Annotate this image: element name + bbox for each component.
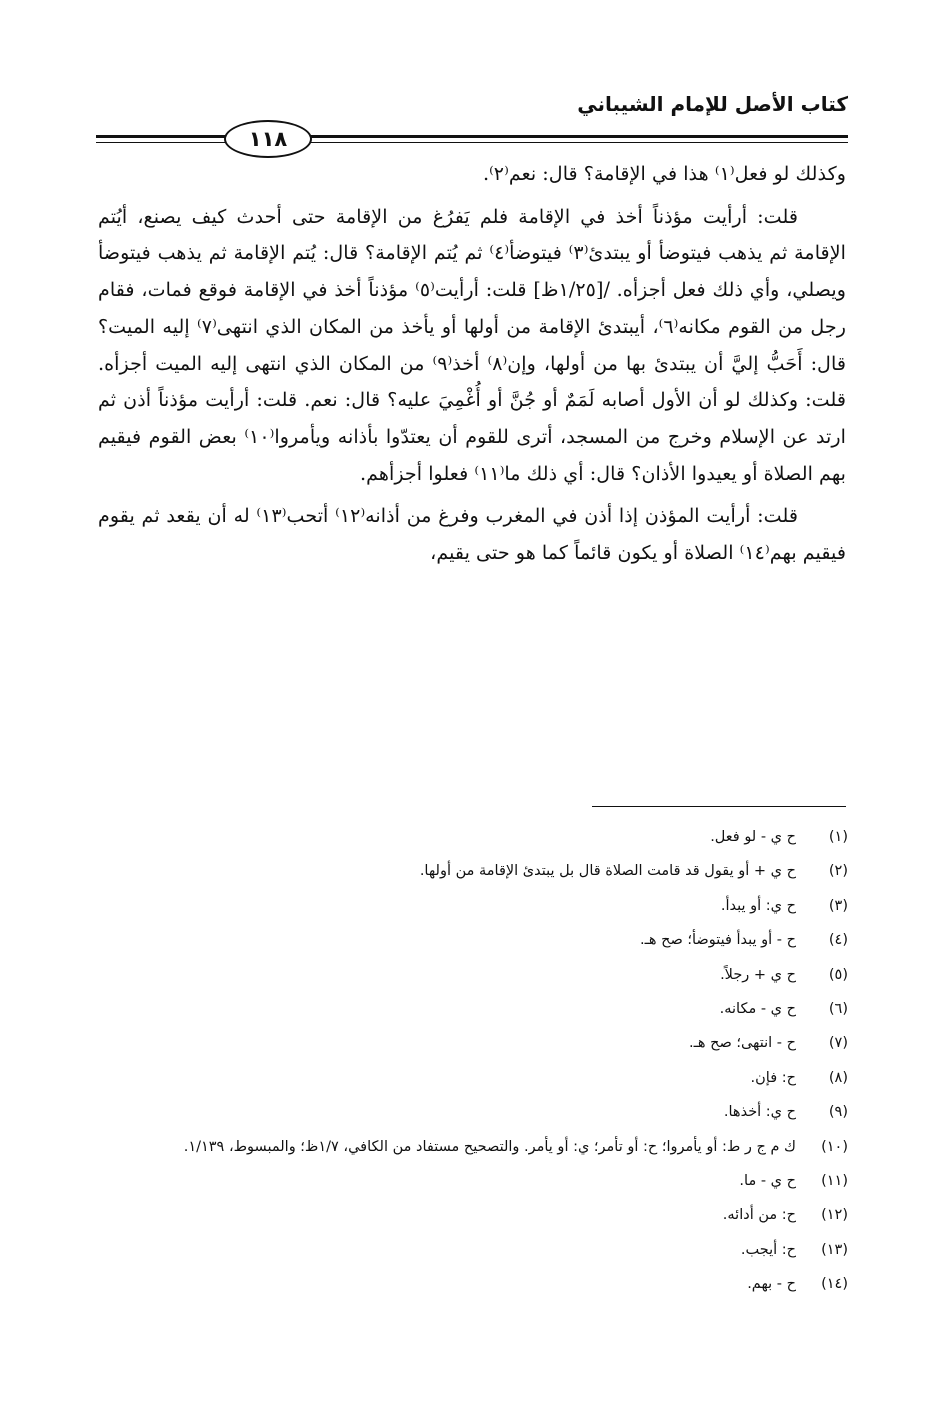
footnote	[98, 1095, 848, 1129]
header-rule-thick	[96, 135, 848, 138]
footnote-number: (٥)	[828, 966, 848, 983]
footnote	[98, 1164, 848, 1198]
footnote	[98, 820, 848, 854]
footnote-text: ح ي + رجلاً.	[720, 966, 796, 983]
footnote	[98, 1198, 848, 1232]
footnote-number: (٨)	[828, 1069, 848, 1086]
footnote	[98, 1233, 848, 1267]
footnote-number: (٦)	[828, 1001, 848, 1018]
footnote-number: (١٢)	[821, 1207, 848, 1224]
footnote	[98, 958, 848, 992]
footnote-number: (١)	[828, 829, 848, 845]
footnote	[98, 992, 848, 1026]
footnote	[98, 1061, 848, 1095]
header-rule-thin	[96, 142, 848, 143]
footnote	[98, 889, 848, 923]
footnote	[98, 923, 848, 957]
page-number: ١١٨	[224, 120, 312, 158]
footnote-number: (١١)	[821, 1173, 848, 1190]
footnote-number: (٤)	[828, 932, 848, 949]
footnote-number: (١٠)	[821, 1138, 848, 1155]
footnote-text: ح ي + أو يقول قد قامت الصلاة قال بل يبتدئ الإقامة من أولها.	[419, 863, 796, 880]
footnote-number: (٣)	[828, 897, 848, 914]
footnote-number: (٧)	[828, 1035, 848, 1052]
footnote	[98, 1130, 848, 1164]
footnote	[98, 1026, 848, 1060]
footnote-number: (٢)	[828, 863, 848, 880]
footnote-text: ك م ج ر ط: أو يأمروا؛ ح: أو تأمر؛ ي: أو يأمر. والتصحيح مستفاد من الكافي، ١/٧ظ؛ والمبسوط، ١/١٣٩.	[183, 1138, 796, 1155]
main-text	[98, 156, 846, 578]
footnote	[98, 1267, 848, 1301]
footnote-separator	[592, 806, 846, 807]
running-title: كتاب الأصل للإمام الشيباني	[577, 92, 848, 116]
footnote-number: (١٤)	[821, 1276, 848, 1293]
footnote-text: ح ي: أو يبدأ.	[720, 897, 796, 914]
footnote-text: ح: فإن.	[750, 1069, 796, 1086]
footnote-text: ح ي - ما.	[739, 1173, 796, 1190]
footnote-text: ح ي - مكانه.	[719, 1001, 796, 1018]
footnote-text: ح: أيجب.	[740, 1241, 796, 1258]
footnote-number: (٩)	[828, 1104, 848, 1121]
footnote-text: ح - انتهى؛ صح هـ.	[688, 1035, 796, 1052]
paragraph: قلت: أرأيت مؤذناً أخذ في الإقامة فلم يَفرُغ من الإقامة حتى أحدث كيف يصنع، أيُتم الإقامة ثم يذهب فيتوضأ أو يبتدئ⁽٣⁾ فيتوضأ⁽٤⁾ ثم يُتم الإقامة؟ قال: يُتم الإقامة ثم يذهب فيتوضأ ويصلي، وأي ذلك فعل أجزأه. /[١/٢٥ظ] قلت: أرأيت⁽٥⁾ مؤذناً أخذ في الإقامة فوقع فمات، فقام رجل من القوم مكانه⁽٦⁾، أيبتدئ الإقامة من أولها أو يأخذ من المكان الذي انتهى⁽٧⁾ إليه الميت؟ قال: أَحَبُّ إليَّ أن يبتدئ بها من أولها، وإن⁽٨⁾ أخذ⁽٩⁾ من المكان الذي انتهى إليه الميت أجزأه. قلت: وكذلك لو أن الأول أصابه لَمَمٌ أو جُنَّ أو أُغْمِيَ عليه؟ قال: نعم. قلت: أرأيت مؤذناً أذن ثم ارتد عن الإسلام وخرج من المسجد، أترى للقوم أن يعتدّوا بأذانه ويأمروا⁽١٠⁾ بعض القوم فيقيم بهم الصلاة أو يعيدوا الأذان؟ قال: أي ذلك ما⁽١١⁾ فعلوا أجزأهم.	[98, 204, 846, 485]
footnote-text: ح ي: أخذها.	[723, 1104, 796, 1121]
page-header	[96, 92, 848, 152]
paragraph: وكذلك لو فعل⁽١⁾ هذا في الإقامة؟ قال: نعم⁽٢⁾.	[482, 162, 846, 185]
footnote-number: (١٣)	[821, 1241, 848, 1258]
footnotes	[98, 820, 848, 1302]
footnote-text: ح: من أدائه.	[722, 1207, 796, 1224]
paragraph: قلت: أرأيت المؤذن إذا أذن في المغرب وفرغ من أذانه⁽١٢⁾ أتحب⁽١٣⁾ له أن يقعد ثم يقوم فيقيم بهم⁽١٤⁾ الصلاة أو يكون قائماً كما هو حتى يقيم،	[98, 504, 846, 565]
footnote-text: ح - أو يبدأ فيتوضأ؛ صح هـ.	[639, 932, 796, 949]
footnote	[98, 854, 848, 888]
footnote-text: ح ي - لو فعل.	[710, 829, 796, 845]
footnote-text: ح - بهم.	[747, 1276, 796, 1293]
